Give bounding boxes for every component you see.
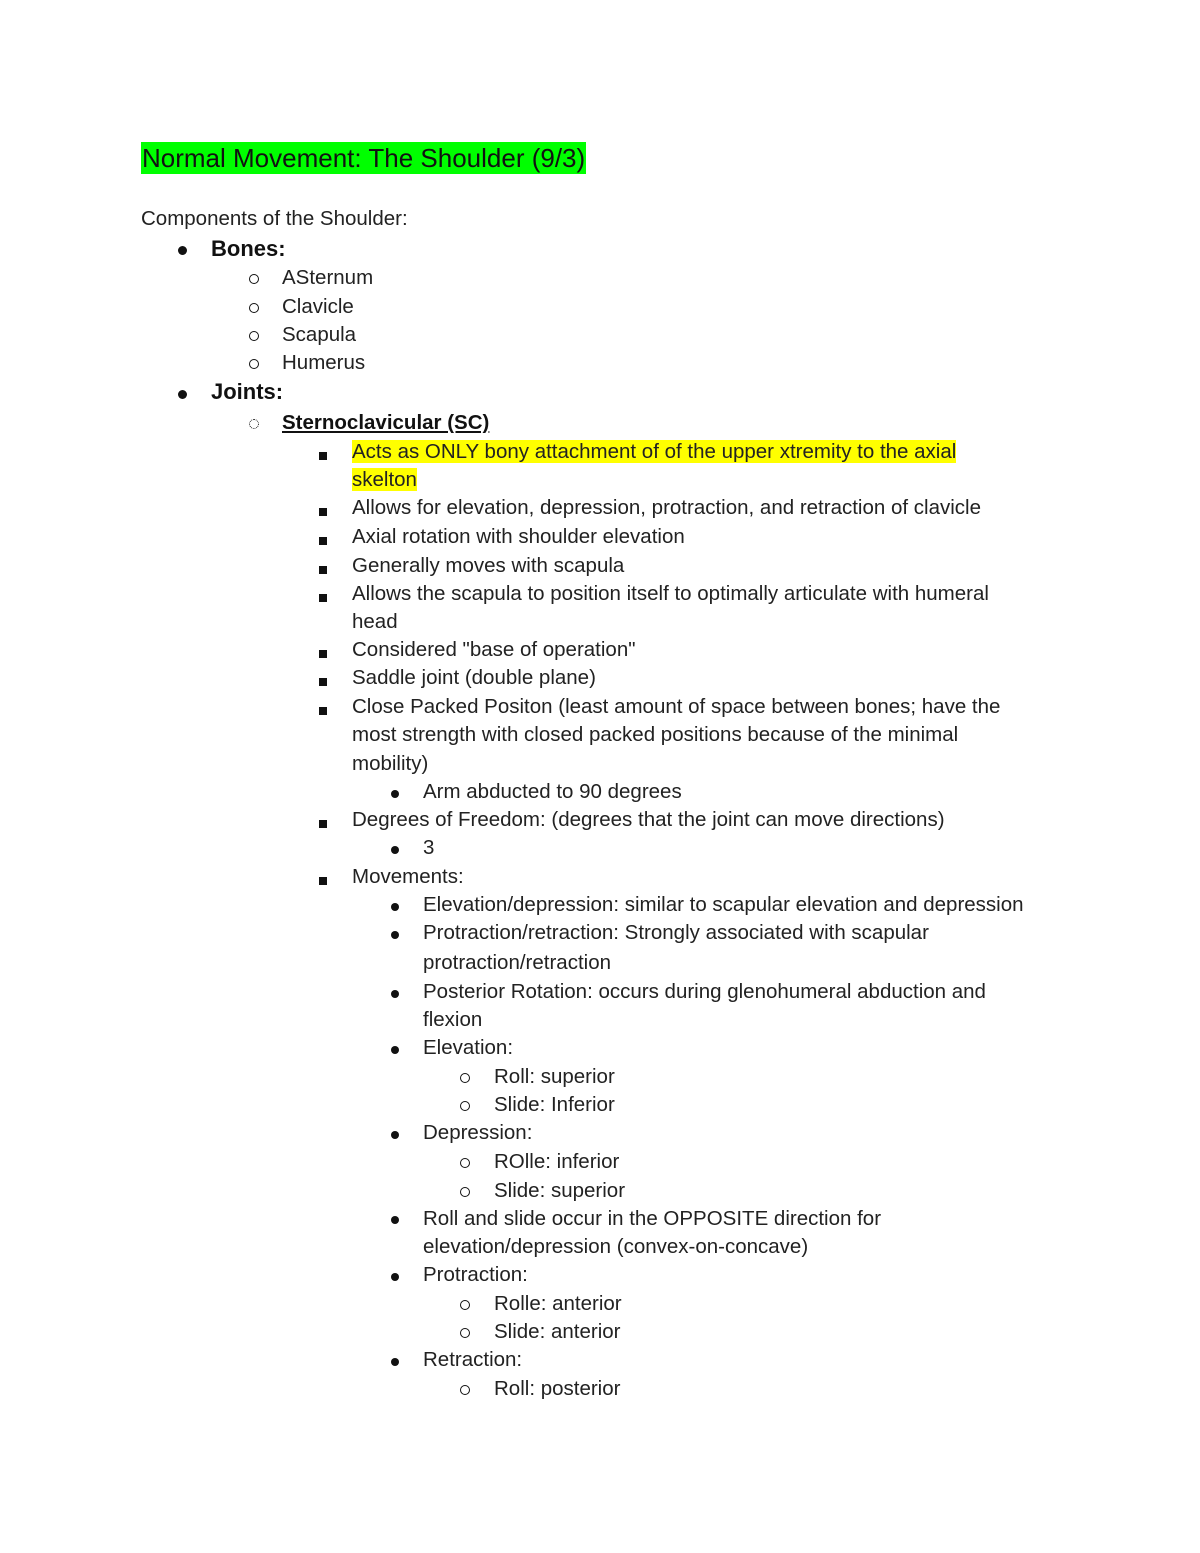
bullet-square-icon <box>319 594 327 602</box>
bullet-square-icon <box>319 650 327 658</box>
bullet-ring-icon <box>460 1073 470 1083</box>
bullet-dot-icon <box>391 790 399 798</box>
bone-item: Scapula <box>282 323 357 346</box>
bullet-ring-icon <box>460 1300 470 1310</box>
sc-point-5-line-2: head <box>352 610 398 633</box>
depression-item: ROlle: inferior <box>494 1150 620 1173</box>
depression-heading: Depression: <box>423 1121 533 1144</box>
bullet-ring-icon <box>460 1385 470 1395</box>
sc-point-9-sub: 3 <box>423 836 435 859</box>
movement-2-line-1: Protraction/retraction: Strongly associated with scapular <box>423 921 929 944</box>
elevation-item: Roll: superior <box>494 1065 615 1088</box>
bone-item: ASternum <box>282 266 374 289</box>
bullet-ring-icon <box>460 1187 470 1197</box>
bone-item: Humerus <box>282 351 366 374</box>
protraction-item: Rolle: anterior <box>494 1292 622 1315</box>
sc-point-8-line-2: most strength with closed packed positions because of the minimal <box>352 723 959 746</box>
bullet-dot-icon <box>391 903 399 911</box>
bullet-dot-icon <box>178 246 187 255</box>
movement-3-line-1: Posterior Rotation: occurs during glenohumeral abduction and <box>423 980 986 1003</box>
movement-4-line-2: elevation/depression (convex-on-concave) <box>423 1235 809 1258</box>
sc-point-3: Axial rotation with shoulder elevation <box>352 525 685 548</box>
sc-point-4: Generally moves with scapula <box>352 554 625 577</box>
protraction-heading: Protraction: <box>423 1263 528 1286</box>
sc-point-6: Considered "base of operation" <box>352 638 636 661</box>
bullet-dot-icon <box>391 1216 399 1224</box>
movement-1: Elevation/depression: similar to scapular elevation and depression <box>423 893 1024 916</box>
bullet-square-icon <box>319 566 327 574</box>
sc-point-7: Saddle joint (double plane) <box>352 666 596 689</box>
bullet-ring-icon <box>249 359 259 369</box>
retraction-heading: Retraction: <box>423 1348 523 1371</box>
movement-2-line-2: protraction/retraction <box>423 951 612 974</box>
movement-3-line-2: flexion <box>423 1008 483 1031</box>
bullet-square-icon <box>319 537 327 545</box>
retraction-item: Roll: posterior <box>494 1377 621 1400</box>
bullet-ring-icon <box>249 303 259 313</box>
bullet-ring-icon <box>249 274 259 284</box>
sc-point-8-sub: Arm abducted to 90 degrees <box>423 780 682 803</box>
bullet-dot-icon <box>391 1131 399 1139</box>
sc-point-1-line-1: Acts as ONLY bony attachment of of the upper xtremity to the axial <box>352 440 957 463</box>
sc-point-1-line-2: skelton <box>352 468 417 491</box>
bullet-square-icon <box>319 877 327 885</box>
bone-item: Clavicle <box>282 295 354 318</box>
bullet-ring-icon <box>249 331 259 341</box>
sc-point-9: Degrees of Freedom: (degrees that the joint can move directions) <box>352 808 945 831</box>
bullet-square-icon <box>319 508 327 516</box>
bullet-dot-icon <box>391 990 399 998</box>
depression-item: Slide: superior <box>494 1179 626 1202</box>
bullet-ring-icon <box>460 1158 470 1168</box>
movement-4-line-1: Roll and slide occur in the OPPOSITE direction for <box>423 1207 882 1230</box>
bullet-dot-icon <box>178 390 187 399</box>
joints-heading: Joints: <box>211 379 284 404</box>
bullet-dot-icon <box>391 846 399 854</box>
elevation-heading: Elevation: <box>423 1036 514 1059</box>
bullet-dot-icon <box>391 1273 399 1281</box>
bullet-dot-icon <box>391 931 399 939</box>
movements-heading: Movements: <box>352 865 464 888</box>
bullet-square-icon <box>319 452 327 460</box>
title-row <box>141 142 586 174</box>
bullet-dotted-ring-icon <box>249 419 259 429</box>
page-title: Normal Movement: The Shoulder (9/3) <box>142 143 586 173</box>
sc-heading: Sternoclavicular (SC) <box>282 411 490 434</box>
bullet-square-icon <box>319 707 327 715</box>
elevation-item: Slide: Inferior <box>494 1093 615 1116</box>
bullet-dot-icon <box>391 1358 399 1366</box>
intro-text: Components of the Shoulder: <box>141 207 408 230</box>
sc-point-8-line-3: mobility) <box>352 752 429 775</box>
bullet-square-icon <box>319 678 327 686</box>
bullet-dot-icon <box>391 1046 399 1054</box>
sc-point-8-line-1: Close Packed Positon (least amount of space between bones; have the <box>352 695 1001 718</box>
bullet-square-icon <box>319 820 327 828</box>
sc-point-2: Allows for elevation, depression, protraction, and retraction of clavicle <box>352 496 981 519</box>
sc-point-5-line-1: Allows the scapula to position itself to optimally articulate with humeral <box>352 582 989 605</box>
protraction-item: Slide: anterior <box>494 1320 621 1343</box>
bullet-ring-icon <box>460 1101 470 1111</box>
bones-heading: Bones: <box>211 236 286 261</box>
bullet-ring-icon <box>460 1328 470 1338</box>
